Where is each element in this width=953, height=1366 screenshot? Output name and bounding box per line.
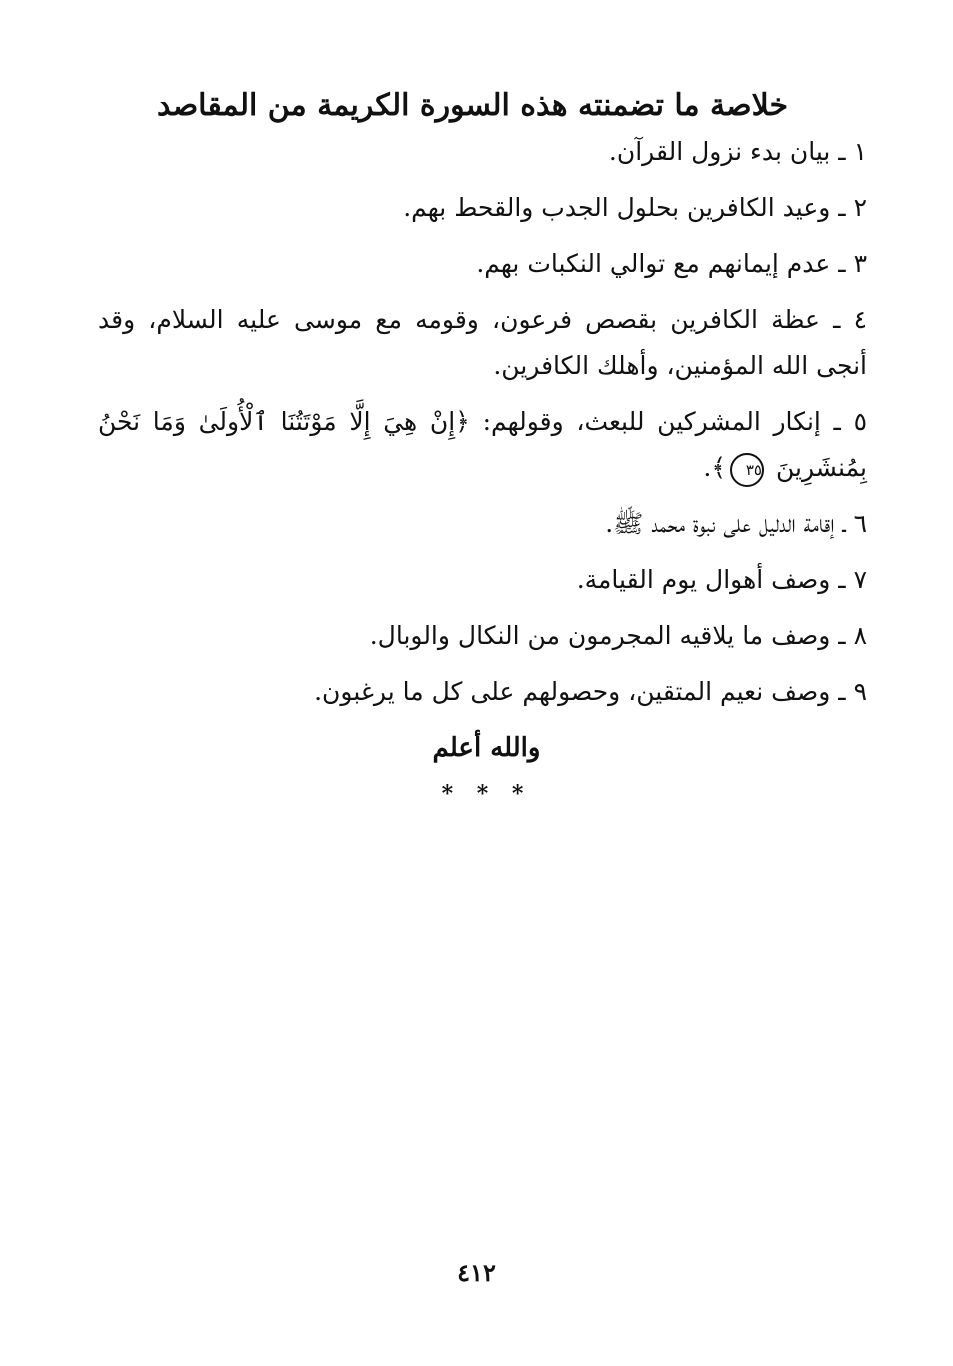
list-item — [98, 241, 867, 287]
item-number: ٩ — [853, 677, 867, 706]
item-separator: ـ — [838, 249, 846, 278]
item-text: وعيد الكافرين بحلول الجدب والقحط بهم. — [403, 193, 831, 222]
item-text: عدم إيمانهم مع توالي النكبات بهم. — [476, 249, 831, 278]
item-separator: ـ — [838, 621, 846, 650]
item-separator: ـ — [838, 137, 846, 166]
section-divider-stars: * * * — [441, 781, 532, 807]
item-number: ٤ — [853, 305, 868, 334]
quran-quote: ﴿إِنْ هِيَ إِلَّا مَوْتَتُنَا ٱلْأُولَىٰ وَمَا نَحْنُ بِمُنشَرِينَ — [98, 407, 867, 482]
page-title: خلاصة ما تضمنته هذه السورة الكريمة من المقاصد — [156, 88, 789, 123]
item-text: بيان بدء نزول القرآن. — [608, 137, 831, 166]
objectives-list — [98, 129, 867, 715]
item-number: ٢ — [853, 193, 867, 222]
list-item — [98, 613, 867, 659]
list-item — [98, 501, 867, 547]
item-number: ٨ — [853, 621, 867, 650]
quran-quote-end: ﴾. — [703, 453, 726, 482]
list-item — [98, 557, 867, 603]
item-text: وصف أهوال يوم القيامة. — [576, 565, 831, 594]
closing-phrase: والله أعلم — [432, 733, 541, 763]
ayah-number-marker: ٣٥ — [730, 453, 764, 487]
item-text: عظة الكافرين بقصص فرعون، وقومه مع موسى عليه السلام، وقد أنجى الله المؤمنين، وأهلك الكافرين. — [98, 305, 867, 380]
item-separator: ـ — [833, 305, 841, 334]
item-text: إنكار المشركين للبعث، وقولهم: — [482, 407, 821, 436]
item-separator: ـ — [833, 407, 841, 436]
item-number: ٣ — [853, 249, 867, 278]
item-number: ١ — [853, 137, 867, 166]
list-item — [98, 129, 867, 175]
item-separator: ـ — [838, 193, 846, 222]
page-number: ٤١٢ — [457, 1258, 496, 1287]
item-number: ٥ — [853, 407, 867, 436]
list-item — [98, 669, 867, 715]
item-number: ٧ — [853, 565, 867, 594]
item-separator: ـ — [838, 565, 846, 594]
item-number: ٦ — [853, 509, 867, 538]
list-item — [98, 399, 867, 491]
item-text: وصف نعيم المتقين، وحصولهم على كل ما يرغبون. — [314, 677, 831, 706]
item-text: وصف ما يلاقيه المجرمون من النكال والوبال. — [369, 621, 831, 650]
item-separator: ـ — [842, 509, 846, 538]
list-item — [98, 297, 867, 389]
list-item — [98, 185, 867, 231]
item-text: إقامة الدليل على نبوة محمد ﷺ. — [605, 509, 835, 538]
item-separator: ـ — [838, 677, 846, 706]
